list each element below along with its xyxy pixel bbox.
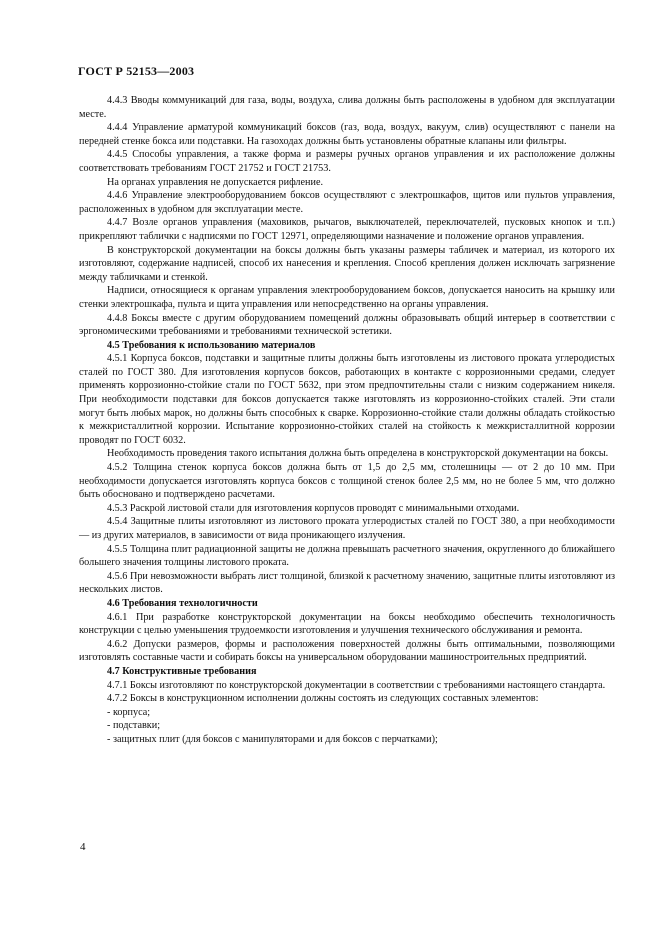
paragraph: 4.5.3 Раскрой листовой стали для изготовления корпусов проводят с минимальными отходами. [107, 502, 520, 514]
paragraph: Необходимость проведения такого испытания должна быть определена в конструкторской документации на боксы. [107, 448, 609, 460]
paragraph: 4.4.6 Управление электрооборудованием боксов осуществляют с электрошкафов, щитов или пультов управления, расположенных в удобном для эксплуатации месте. [79, 190, 615, 215]
paragraph: 4.5.5 Толщина плит радиационной защиты не должна превышать расчетного значения, округленного до ближайшего большего значения толщины листового проката. [79, 543, 615, 569]
paragraph: 4.4.7 Возле органов управления (маховиков, рычагов, выключателей, переключателей, пусковых кнопок и т.п.) прикрепляют таблички с надписями по ГОСТ 12971, определяющими назначение и положение органов управления. [79, 217, 615, 242]
paragraph: 4.6.1 При разработке конструкторской документации на боксы необходимо обеспечить технологичность конструкции с целью уменьшения трудоемкости изготовления и улучшения технического обслуживания и ремонта. [79, 611, 615, 637]
running-header: ГОСТ Р 52153—2003 [78, 64, 195, 78]
section-heading: 4.7 Конструктивные требования [107, 665, 257, 677]
section-heading: 4.5 Требования к использованию материалов [107, 339, 316, 351]
page-number: 4 [80, 841, 86, 853]
paragraph: 4.5.4 Защитные плиты изготовляют из листового проката углеродистых сталей по ГОСТ 380, а при необходимости — из других материалов, в зависимости от вида проникающего излучения. [79, 516, 615, 541]
paragraph: 4.7.2 Боксы в конструкционном исполнении должны состоять из следующих составных элементов: [107, 693, 539, 705]
paragraph: В конструкторской документации на боксы должны быть указаны размеры табличек и материал, из которого их изготовляют, содержание надписей, способ их нанесения и крепления. Способ крепления должен исключать загрязнение между табличками и стенкой. [79, 244, 615, 283]
paragraph: 4.7.1 Боксы изготовляют по конструкторской документации в соответствии с требованиями настоящего стандарта. [107, 679, 606, 691]
list-item: - подставки; [107, 720, 161, 732]
paragraph: Надписи, относящиеся к органам управления электрооборудованием боксов, допускается наносить на крышку или стенки электрошкафа, пульта и щита управления или непосредственно на органы управления. [79, 285, 615, 310]
paragraph: 4.4.8 Боксы вместе с другим оборудованием помещений должны образовывать общий интерьер в соответствии с эргономическими требованиями и требованиями технической эстетики. [79, 312, 615, 338]
list-item: - защитных плит (для боксов с манипуляторами и для боксов с перчатками); [107, 733, 438, 745]
paragraph: 4.5.6 При невозможности выбрать лист толщиной, близкой к расчетному значению, защитные плиты изготовляют из нескольких листов. [79, 570, 615, 596]
section-heading: 4.6 Требования технологичности [107, 597, 258, 609]
paragraph: 4.5.2 Толщина стенок корпуса боксов должна быть от 1,5 до 2,5 мм, столешницы — от 2 до 10 мм. При необходимости допускается изготовлять корпуса боксов с толщиной стенок более 2,5 мм, но не более 5 мм, что должно быть обосновано и подтверждено расчетами. [79, 462, 615, 501]
document-body [79, 94, 615, 747]
paragraph: На органах управления не допускается рифление. [107, 176, 324, 188]
paragraph: 4.4.3 Вводы коммуникаций для газа, воды, воздуха, слива должны быть расположены в удобном для эксплуатации месте. [79, 95, 615, 120]
list-item: - корпуса; [107, 706, 151, 718]
paragraph: 4.6.2 Допуски размеров, формы и расположения поверхностей должны быть оптимальными, позволяющими изготовлять составные части и собирать боксы на универсальном оборудовании машиностроительных предприятий. [79, 638, 615, 664]
paragraph: 4.4.4 Управление арматурой коммуникаций боксов (газ, вода, воздух, вакуум, слив) осуществляют с панели на передней стенке бокса или подставки. На газоходах должны быть установлены обратные клапаны или фильтры. [79, 122, 615, 147]
paragraph: 4.4.5 Способы управления, а также форма и размеры ручных органов управления и их расположение должны соответствовать требованиям ГОСТ 21752 и ГОСТ 21753. [79, 149, 615, 174]
paragraph: 4.5.1 Корпуса боксов, подставки и защитные плиты должны быть изготовлены из листового проката углеродистых сталей по ГОСТ 380. Для изготовления корпусов боксов, работающих в контакте с коррозионными средами, следует применять коррозионно-стойкие стали по ГОСТ 5632, при этом предпочтительны стали с низким содержанием никеля. При необходимости подставки для боксов допускается также изготовлять из коррозионно-стойких сталей. Эти стали могут быть любых марок, но должны быть способных к сварке. Коррозионно-стойкие стали должны обладать стойкостью к межкристаллитной коррозии. Испытание коррозионно-стойких сталей на стойкость к межкристаллитной коррозии проводят по ГОСТ 6032. [79, 353, 615, 446]
